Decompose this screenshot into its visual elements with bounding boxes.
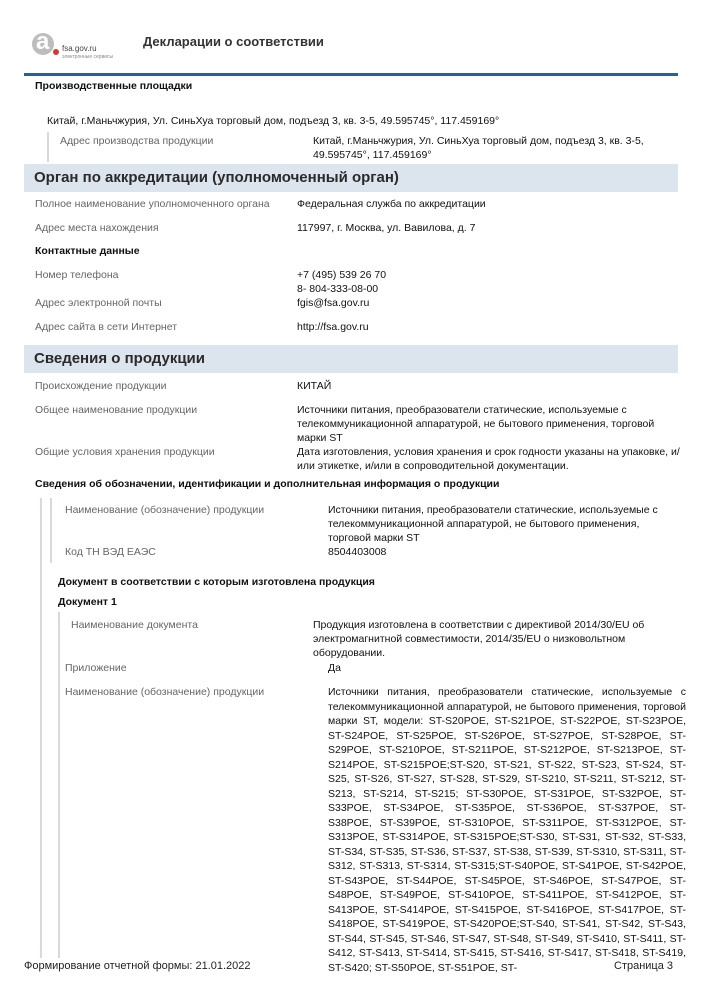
logo-text: fsa.gov.ru [62,44,97,53]
authority-name-value: Федеральная служба по аккредитации [297,198,486,210]
ident-name-label: Наименование (обозначение) продукции [65,504,265,516]
tnved-label: Код ТН ВЭД ЕАЭС [65,546,156,558]
storage-value: Дата изготовления, условия хранения и срок годности указаны на упаковке, и/или этикетке, и/или в сопроводительной документации. [297,446,680,472]
document-heading: Документ в соответствии с которым изготовлена продукция [58,576,375,588]
indent-bar [58,612,60,958]
tnved-value: 8504403008 [328,546,387,558]
identification-heading: Сведения об обозначении, идентификации и дополнительная информация о продукции [35,478,500,490]
models-value: Источники питания, преобразователи статические, используемые с телекоммуникационной аппаратурой, не бытового применения, торговой марки ST, модели: ST-S20POE, ST-S21POE, ST-S22POE, ST-S23POE, ST-S24POE, ST-S25POE, ST-S26POE, ST-S27POE, ST-S28POE, ST-S29POE, ST-S210POE, ST-S211POE, ST-S212POE, ST-S213POE, ST-S214POE, ST-S215POE;ST-S20, ST-S21, ST-S22, ST-S23, ST-S24, ST-S25, ST-S26, ST-S27, ST-S28, ST-S29, ST-S210, ST-S211, ST-S212, ST-S213, ST-S214, ST-S215; ST-S30POE, ST-S31POE, ST-S32POE, ST-S33POE, ST-S34POE, ST-S35POE, ST-S36POE, ST-S37POE, ST-S38POE, ST-S39POE, ST-S310POE, ST-S311POE, ST-S312POE, ST-S313POE, ST-S314POE, ST-S315POE;ST-S30, ST-S31, ST-S32, ST-S33, ST-S34, ST-S35, ST-S36, ST-S37, ST-S38, ST-S39, ST-S310, ST-S311, ST-S312, ST-S313, ST-S314, ST-S315;ST-S40POE, ST-S41POE, ST-S42POE, ST-S43POE, ST-S44POE, ST-S45POE, ST-S46POE, ST-S47POE, ST-S48POE, ST-S49POE, ST-S410POE, ST-S411POE, ST-S412POE, ST-S413POE, ST-S414POE, ST-S415POE, ST-S416POE, ST-S417POE, ST-S418POE, ST-S419POE, ST-S420POE;ST-S40, ST-S41, ST-S42, ST-S43, ST-S44, ST-S45, ST-S46, ST-S47, ST-S48, ST-S49, ST-S410, ST-S411, ST-S412, ST-S413, ST-S414, ST-S415, ST-S416, ST-S417, ST-S418, ST-S419, ST-S420; ST-S50POE, ST-S51POE, ST- [328,686,686,974]
website-value: http://fsa.gov.ru [297,321,369,333]
origin-label: Происхождение продукции [35,380,167,392]
logo-subtitle: электронные сервисы [62,54,114,60]
product-name-label: Общее наименование продукции [35,404,198,416]
logo-dot-icon [53,49,59,55]
accreditation-section-header: Орган по аккредитации (уполномоченный орган) [24,164,678,192]
appendix-value: Да [328,662,341,674]
ident-name-value: Источники питания, преобразователи статические, используемые с телекоммуникационной аппаратурой, не бытового применения, торговой марки ST [328,504,658,544]
indent-bar [40,498,42,958]
indent-bar [50,498,52,563]
email-label: Адрес электронной почты [35,297,162,309]
phone-value-2: 8- 804-333-08-00 [297,283,379,295]
indent-bar [47,132,49,162]
phone-value-1: +7 (495) 539 26 70 [297,269,387,281]
contacts-heading: Контактные данные [35,245,140,257]
production-sites-heading: Производственные площадки [35,80,193,92]
page-title: Декларации о соответствии [143,34,324,49]
production-address-value: Китай, г.Маньчжурия, Ул. СиньХуа торговый дом, подъезд 3, кв. 3-5, 49.595745°, 117.459169° [313,135,644,161]
production-address-label: Адрес производства продукции [60,135,214,147]
website-label: Адрес сайта в сети Интернет [35,321,178,333]
models-label: Наименование (обозначение) продукции [65,686,265,698]
authority-address-label: Адрес места нахождения [35,222,159,234]
authority-name-label: Полное наименование уполномоченного органа [35,198,270,210]
storage-label: Общие условия хранения продукции [35,446,215,458]
authority-address-value: 117997, г. Москва, ул. Вавилова, д. 7 [297,222,476,234]
email-value: fgis@fsa.gov.ru [297,297,370,309]
phone-label: Номер телефона [35,269,119,281]
doc-name-value: Продукция изготовлена в соответствии с директивой 2014/30/EU об электромагнитной совместимости, 2014/35/EU о низковольтном оборудовании. [313,619,645,659]
product-name-value: Источники питания, преобразователи статические, используемые с телекоммуникационной аппаратурой, не бытового применения, торговой марки ST [297,404,655,444]
document-1-heading: Документ 1 [58,596,117,608]
appendix-label: Приложение [65,662,127,674]
origin-value: КИТАЙ [297,380,332,392]
page-number: Страница 3 [614,960,674,972]
product-section-header: Сведения о продукции [24,345,678,373]
production-site-line: Китай, г.Маньчжурия, Ул. СиньХуа торговый дом, подъезд 3, кв. 3-5, 49.595745°, 117.459169° [47,115,500,127]
footer-generated: Формирование отчетной формы: 21.01.2022 [24,960,251,972]
header-divider [24,73,678,76]
doc-name-label: Наименование документа [71,619,198,631]
logo-letter-icon: a [36,28,50,55]
